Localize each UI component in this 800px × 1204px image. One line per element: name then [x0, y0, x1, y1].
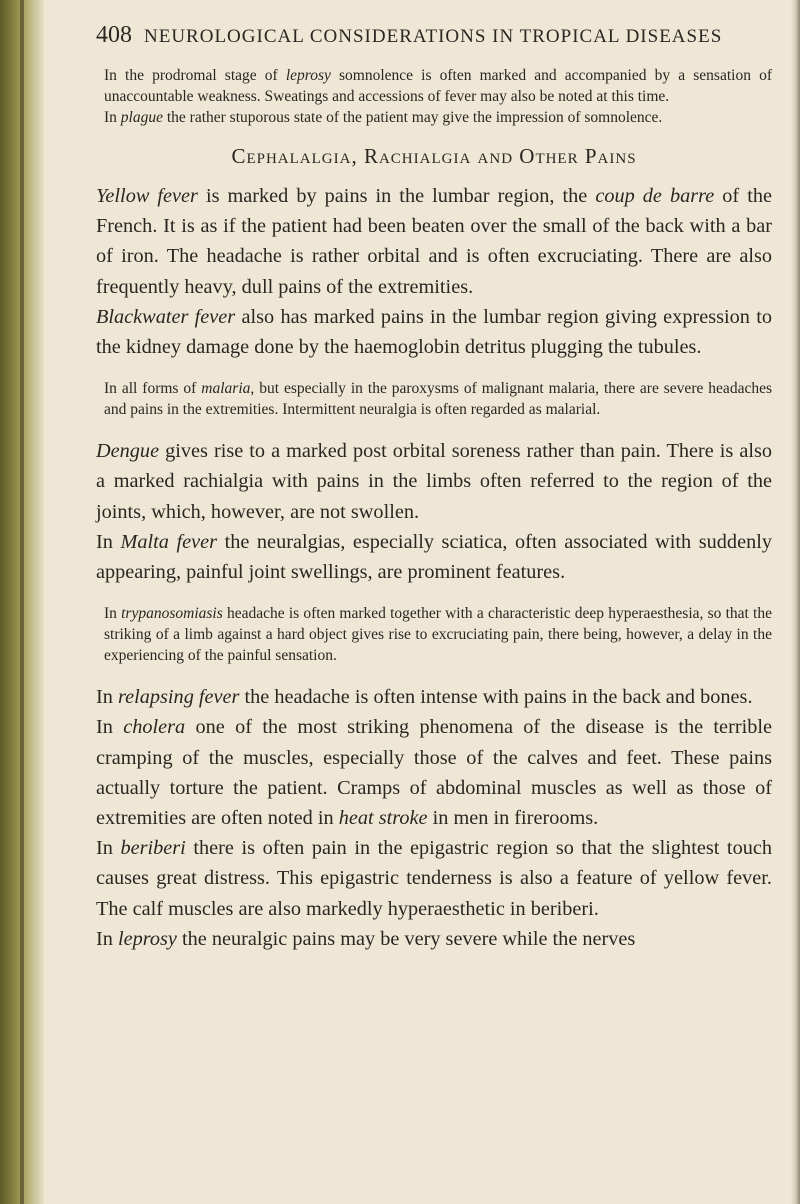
- page-number: 408: [96, 22, 132, 48]
- paragraph-yellow-fever: Yellow fever is marked by pains in the lumbar region, the coup de barre of the French. It is as if the patient had been beaten over the small of the back with a bar of iron. The headache is rather orbital and is often excruciating. There are also frequently heavy, dull pains of the extremities.: [96, 185, 772, 298]
- paragraph-relapsing-fever: In relapsing fever the headache is often intense with pains in the back and bones.: [96, 686, 753, 709]
- running-title: NEUROLOGICAL CONSIDERATIONS IN TROPICAL DISEASES: [144, 26, 723, 47]
- paragraph-leprosy-prodromal: In the prodromal stage of leprosy somnolence is often marked and accompanied by a sensation of unaccountable weakness. Sweatings and accessions of fever may also be noted at this time.: [104, 67, 772, 105]
- book-page: [96, 22, 772, 954]
- prodromal-block: [96, 65, 772, 128]
- book-spine-edge: [0, 0, 44, 1204]
- spine-shadow: [20, 0, 24, 1204]
- paragraph-beriberi: In beriberi there is often pain in the epigastric region so that the slightest touch causes great distress. This epigastric tenderness is also a feature of yellow fever. The calf muscles are also markedly hyperaesthetic in beriberi.: [96, 837, 772, 920]
- paragraph-leprosy-neuralgic: In leprosy the neuralgic pains may be very severe while the nerves: [96, 927, 636, 950]
- running-header: [96, 22, 772, 49]
- paragraph-malaria: In all forms of malaria, but especially in the paroxysms of malignant malaria, there are severe headaches and pains in the extremities. Intermittent neuralgia is often regarded as malarial.: [104, 380, 772, 419]
- section-heading: Cephalalgia, Rachialgia and Other Pains: [231, 144, 637, 168]
- paragraph-dengue: Dengue gives rise to a marked post orbital soreness rather than pain. There is also a marked rachialgia with pains in the limbs often referred to the region of the joints, which, however, are not swollen.: [96, 440, 772, 523]
- page-right-edge: [790, 0, 800, 1204]
- paragraph-malta-fever: In Malta fever the neuralgias, especially sciatica, often associated with suddenly appearing, painful joint swellings, are prominent features.: [96, 530, 772, 584]
- paragraph-trypanosomiasis: In trypanosomiasis headache is often marked together with a characteristic deep hyperaesthesia, so that the striking of a limb against a hard object gives rise to excruciating pain, there being, however, a delay in the experiencing of the painful sensation.: [104, 605, 772, 665]
- paragraph-cholera: In cholera one of the most striking phenomena of the disease is the terrible cramping of the muscles, especially those of the calves and feet. These pains actually torture the patient. Cramps of abdominal muscles as well as those of extremities are often noted in heat stroke in men in firerooms.: [96, 716, 772, 830]
- paragraph-blackwater-fever: Blackwater fever also has marked pains in the lumbar region giving expression to the kidney damage done by the haemoglobin detritus plugging the tubules.: [96, 305, 773, 359]
- paragraph-plague: In plague the rather stuporous state of the patient may give the impression of somnolence.: [104, 109, 663, 126]
